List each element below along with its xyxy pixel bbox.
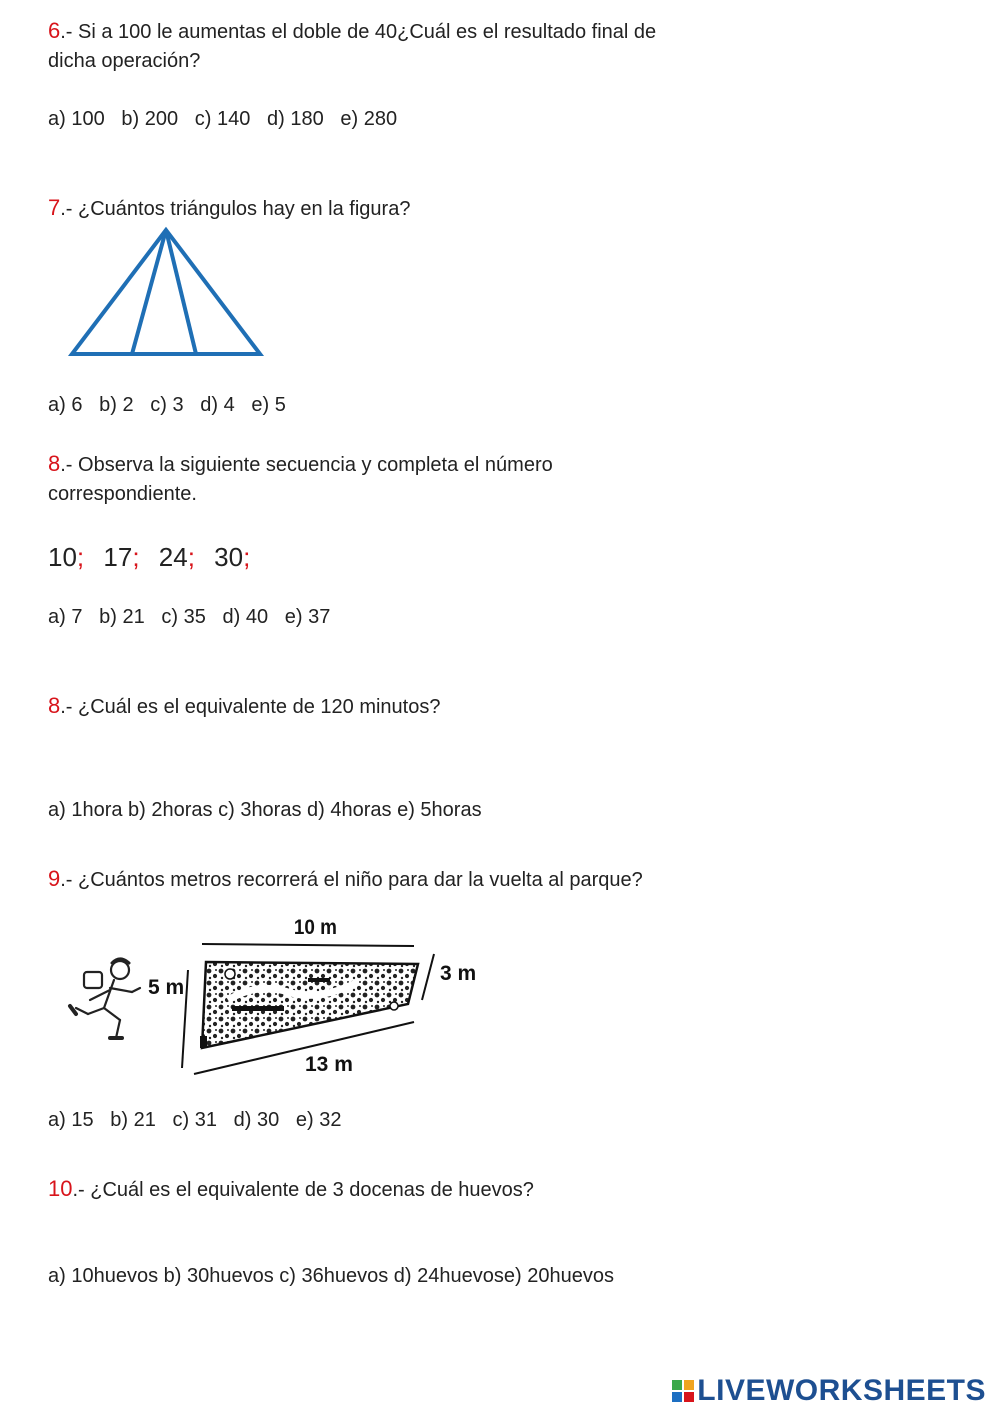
sequence-separator: ; [243, 542, 251, 572]
triangle-figure [60, 222, 275, 364]
question-text: .- Observa la siguiente secuencia y completa el número [60, 454, 553, 476]
question-number: 10 [48, 1176, 73, 1201]
answer-options: a) 10huevos b) 30huevos c) 36huevos d) 24huevose) 20huevos [48, 1265, 614, 1287]
answer-options: a) 15 b) 21 c) 31 d) 30 e) 32 [48, 1109, 342, 1131]
question-number: 8 [48, 451, 61, 476]
brand-name: LIVEWORKSHEETS [697, 1374, 986, 1407]
inner-line-left [132, 230, 166, 354]
sequence-separator: ; [76, 542, 85, 572]
question-7 [48, 193, 410, 224]
question-number: 9 [48, 866, 61, 891]
sequence-separator: ; [132, 542, 140, 572]
park-left-label: 5 m [148, 976, 185, 999]
sequence-separator: ; [187, 542, 195, 572]
question-text-continued: correspondiente. [48, 483, 197, 505]
liveworksheets-logo-icon [671, 1379, 695, 1403]
answer-options: a) 100 b) 200 c) 140 d) 180 e) 280 [48, 108, 398, 130]
question-10 [48, 1174, 534, 1205]
park-right-label: 3 m [440, 962, 477, 985]
question-6 [48, 16, 656, 47]
question-9 [48, 864, 643, 895]
question-text: .- ¿Cuál es el equivalente de 3 docenas de huevos? [72, 1179, 534, 1201]
question-text: .- ¿Cuál es el equivalente de 120 minutos? [60, 696, 441, 718]
question-text-continued: dicha operación? [48, 50, 201, 72]
question-10-options [48, 1261, 614, 1291]
question-6-options [48, 104, 397, 134]
question-text: .- Si a 100 le aumentas el doble de 40¿Cuál es el resultado final de [60, 21, 657, 43]
liveworksheets-logo [671, 1374, 986, 1408]
question-9-options [48, 1105, 342, 1135]
question-number: 8 [48, 693, 61, 718]
question-text: .- ¿Cuántos triángulos hay en la figura? [60, 198, 411, 220]
question-8-minutes-options [48, 795, 482, 825]
park-top-label: 10 m [293, 916, 337, 940]
running-child-icon [70, 959, 140, 1038]
answer-options: a) 6 b) 2 c) 3 d) 4 e) 5 [48, 394, 286, 416]
question-7-options [48, 390, 286, 420]
question-number: 7 [48, 195, 61, 220]
question-6-continued [48, 46, 200, 76]
number-sequence [48, 541, 250, 573]
sequence-term: 17 [103, 542, 133, 572]
question-8-minutes [48, 691, 440, 722]
question-8-continued [48, 479, 197, 509]
sequence-term: 24 [158, 542, 188, 572]
question-number: 6 [48, 18, 61, 43]
sequence-term: 30 [214, 542, 244, 572]
answer-options: a) 7 b) 21 c) 35 d) 40 e) 37 [48, 606, 331, 628]
outer-triangle [72, 230, 260, 354]
question-8-options [48, 602, 330, 632]
question-8-sequence [48, 449, 553, 480]
park-figure [50, 908, 490, 1083]
sequence-term: 10 [48, 542, 77, 572]
park-bottom-label: 13 m [305, 1053, 353, 1076]
question-text: .- ¿Cuántos metros recorrerá el niño para dar la vuelta al parque? [60, 869, 643, 891]
answer-options: a) 1hora b) 2horas c) 3horas d) 4horas e) 5horas [48, 799, 482, 821]
